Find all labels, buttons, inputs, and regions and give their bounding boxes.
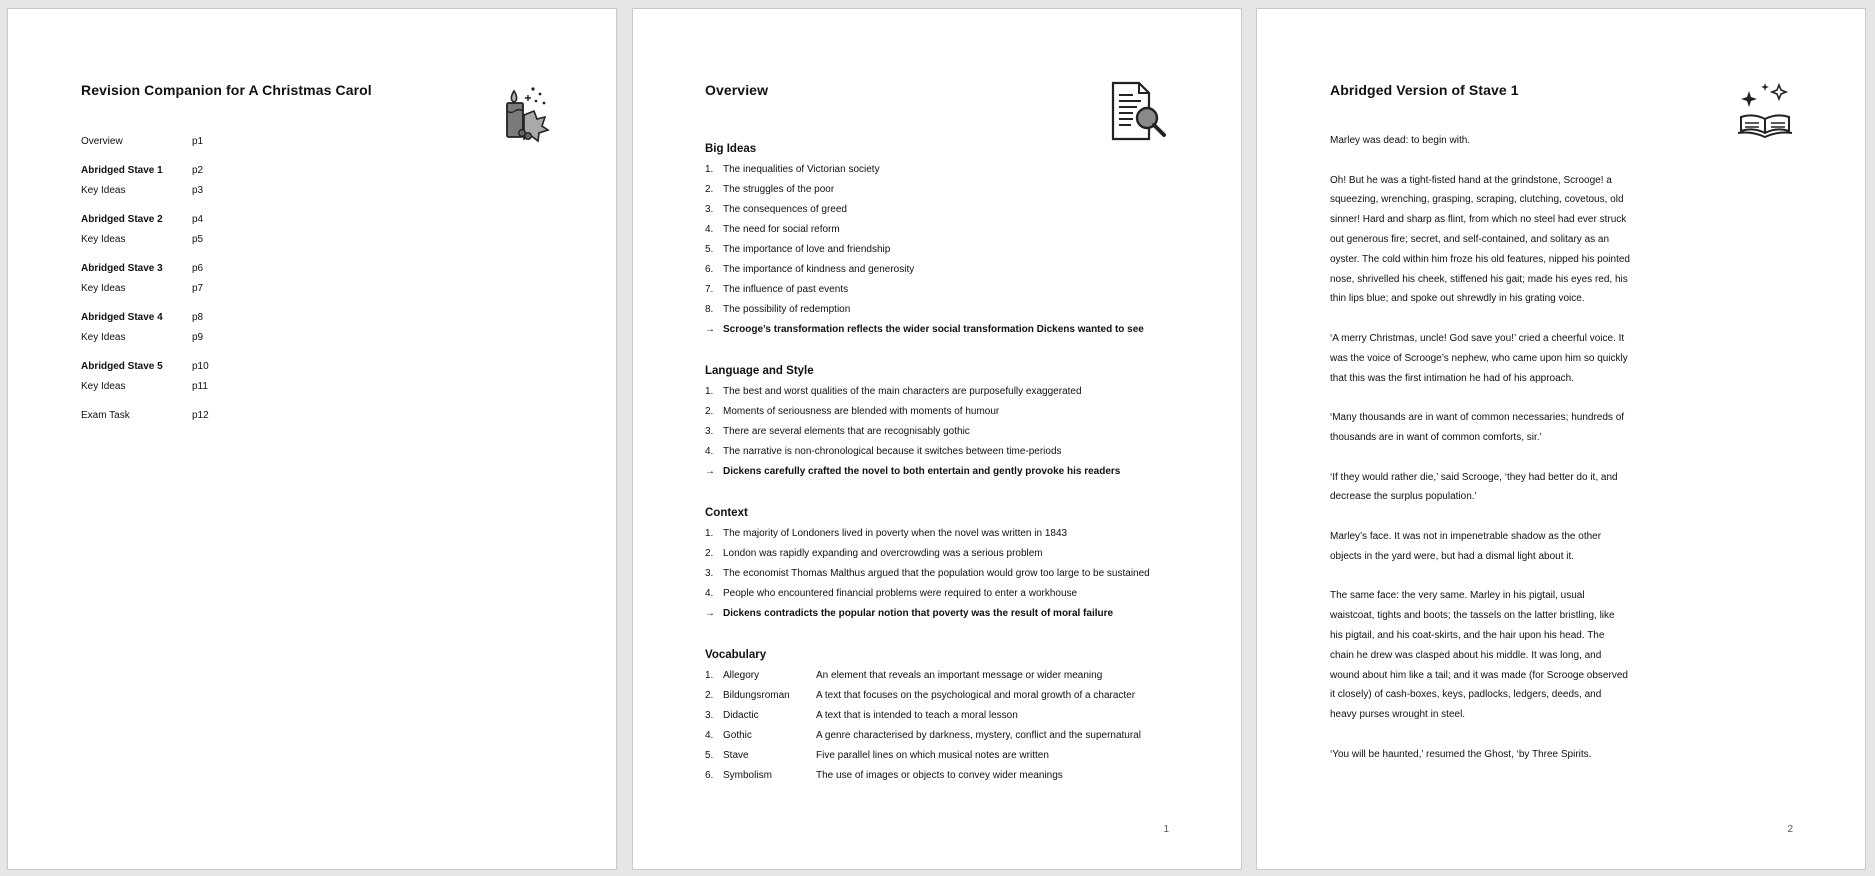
arrow-icon: →	[705, 608, 715, 619]
vocab-term: Didactic	[723, 710, 759, 721]
list-text: The inequalities of Victorian society	[723, 164, 880, 175]
list-item	[705, 544, 1175, 564]
vocab-item	[705, 726, 1175, 746]
toc-entry[interactable]	[81, 405, 381, 425]
stave-text	[1330, 131, 1630, 784]
paragraph: ‘If they would rather die,’ said Scrooge, ‘they had better do it, and decrease the surplus population.’	[1330, 471, 1618, 503]
conclusion-text: Dickens carefully crafted the novel to both entertain and gently provoke his readers	[723, 466, 1121, 477]
list-item	[705, 584, 1175, 604]
list-number: 5.	[705, 244, 714, 255]
page-number: 2	[1787, 824, 1793, 835]
list-number: 1.	[705, 528, 714, 539]
toc-entry-page: p9	[192, 331, 204, 343]
list-number: 2.	[705, 184, 714, 195]
arrow-icon: →	[705, 466, 715, 477]
list-text: The importance of love and friendship	[723, 244, 891, 255]
toc-entry-page: p10	[192, 360, 209, 372]
toc-entry-name: Abridged Stave 4	[81, 311, 163, 323]
vocab-item	[705, 766, 1175, 786]
list-number: 3.	[705, 426, 714, 437]
paragraph: The same face: the very same. Marley in his pigtail, usual waistcoat, tights and boots; the tassels on the latter bristling, like his pigtail, and his coat-skirts, and the hair upon his head. The chain he drew was clasped about his middle. It was long, and wound about him like a tail; and it was made (for Scrooge observed it closely) of cash-boxes, keys, padlocks, ledgers, deeds, and heavy purses wrought in steel.	[1330, 590, 1628, 721]
document-magnifier-icon	[1109, 81, 1169, 143]
list-number: 4.	[705, 224, 714, 235]
list-text: London was rapidly expanding and overcrowding was a serious problem	[723, 548, 1043, 559]
toc-entry[interactable]	[81, 356, 381, 376]
toc-entry-page: p7	[192, 282, 204, 294]
paragraph: Oh! But he was a tight-fisted hand at the grindstone, Scrooge! a squeezing, wrenching, grasping, scraping, clutching, covetous, old sinner! Hard and sharp as flint, from which no steel had ever struck out generous fire; secret, and self-contained, and solitary as an oyster. The cold within him froze his old features, nipped his pointed nose, shrivelled his cheek, stiffened his gait; made his eyes red, his thin lips blue; and spoke out shrewdly in his grating voice.	[1330, 174, 1630, 305]
section-title: Vocabulary	[705, 649, 767, 661]
list-number: 6.	[705, 770, 714, 781]
list-item	[705, 160, 1175, 180]
list-text: The consequences of greed	[723, 204, 847, 215]
vocab-definition: A genre characterised by darkness, mystery, conflict and the supernatural	[816, 730, 1141, 741]
vocab-term: Gothic	[723, 730, 752, 741]
list-number: 1.	[705, 386, 714, 397]
list-number: 2.	[705, 690, 714, 701]
list-text: There are several elements that are recognisably gothic	[723, 426, 970, 437]
section-title: Language and Style	[705, 365, 814, 377]
vocab-item	[705, 666, 1175, 686]
list-item	[705, 200, 1175, 220]
toc-entry[interactable]	[81, 376, 381, 396]
big-ideas-list	[705, 160, 1175, 320]
paragraph: ‘A merry Christmas, uncle! God save you!’ cried a cheerful voice. It was the voice of Scrooge’s nephew, who came upon him so quickly that this was the first intimation he had of his approach.	[1330, 332, 1628, 384]
list-text: The importance of kindness and generosity	[723, 264, 915, 275]
toc-entry-name: Key Ideas	[81, 233, 126, 245]
toc-entry-page: p3	[192, 184, 204, 196]
vocab-definition: An element that reveals an important message or wider meaning	[816, 670, 1103, 681]
list-text: The influence of past events	[723, 284, 849, 295]
language-section	[705, 360, 1175, 482]
vocab-definition: A text that is intended to teach a moral lesson	[816, 710, 1018, 721]
paragraph: Marley was dead: to begin with.	[1330, 135, 1471, 146]
list-item	[705, 422, 1175, 442]
toc-entry-name: Abridged Stave 3	[81, 262, 163, 274]
vocab-definition: Five parallel lines on which musical notes are written	[816, 750, 1049, 761]
list-item	[705, 442, 1175, 462]
list-text: The economist Thomas Malthus argued that the population would grow too large to be sustained	[723, 568, 1150, 579]
vocab-item	[705, 686, 1175, 706]
list-item	[705, 402, 1175, 422]
paragraph: Marley’s face. It was not in impenetrable shadow as the other objects in the yard were, but had a dismal light about it.	[1330, 530, 1602, 562]
toc-entry-name: Abridged Stave 1	[81, 164, 163, 176]
candle-holly-icon	[498, 81, 558, 143]
list-text: The need for social reform	[723, 224, 840, 235]
list-number: 1.	[705, 164, 714, 175]
toc-entry-name: Exam Task	[81, 409, 130, 421]
list-number: 5.	[705, 750, 714, 761]
language-list	[705, 382, 1175, 462]
list-text: Moments of seriousness are blended with moments of humour	[723, 406, 1000, 417]
toc-entry-page: p6	[192, 262, 204, 274]
list-item	[705, 382, 1175, 402]
paragraph: ‘Many thousands are in want of common necessaries; hundreds of thousands are in want of common comforts, sir.’	[1330, 412, 1625, 443]
list-number: 2.	[705, 548, 714, 559]
list-number: 8.	[705, 304, 714, 315]
toc-entry-page: p1	[192, 135, 204, 147]
stave-page	[1256, 8, 1866, 870]
toc-entry-page: p2	[192, 164, 204, 176]
toc-entry-page: p12	[192, 409, 209, 421]
list-number: 4.	[705, 588, 714, 599]
toc-entry-name: Abridged Stave 2	[81, 213, 163, 225]
toc-entry-name: Key Ideas	[81, 380, 126, 392]
list-item	[705, 260, 1175, 280]
list-number: 7.	[705, 284, 714, 295]
list-number: 1.	[705, 670, 714, 681]
vocabulary-section	[705, 644, 1175, 786]
toc-entry[interactable]	[81, 131, 381, 151]
toc-entry-page: p8	[192, 311, 204, 323]
conclusion-text: Dickens contradicts the popular notion that poverty was the result of moral failure	[723, 608, 1114, 619]
vocab-item	[705, 706, 1175, 726]
conclusion-text: Scrooge’s transformation reflects the wider social transformation Dickens wanted to see	[723, 324, 1144, 335]
toc-entry-page: p5	[192, 233, 204, 245]
conclusion	[705, 320, 1175, 340]
context-section	[705, 502, 1175, 624]
toc-entry[interactable]	[81, 278, 381, 298]
vocab-term: Bildungsroman	[723, 690, 790, 701]
toc-entry[interactable]	[81, 307, 381, 327]
toc-entry[interactable]	[81, 229, 381, 249]
vocab-term: Allegory	[723, 670, 760, 681]
toc-entry-name: Key Ideas	[81, 282, 126, 294]
toc-entry-page: p4	[192, 213, 204, 225]
toc-entry-name: Overview	[81, 135, 123, 147]
toc-entry[interactable]	[81, 258, 381, 278]
toc-entry[interactable]	[81, 209, 381, 229]
list-text: The best and worst qualities of the main characters are purposefully exaggerated	[723, 386, 1082, 397]
toc-entry[interactable]	[81, 327, 381, 347]
list-number: 6.	[705, 264, 714, 275]
overview-page	[632, 8, 1242, 870]
list-item	[705, 564, 1175, 584]
paragraph: ‘You will be haunted,’ resumed the Ghost, ‘by Three Spirits.	[1330, 748, 1592, 760]
list-text: The narrative is non-chronological because it switches between time-periods	[723, 446, 1062, 457]
list-text: The possibility of redemption	[723, 304, 851, 315]
vocab-item	[705, 746, 1175, 766]
arrow-icon: →	[705, 324, 715, 335]
vocab-definition: A text that focuses on the psychological and moral growth of a character	[816, 690, 1136, 701]
big-ideas-section	[705, 138, 1175, 340]
list-item	[705, 524, 1175, 544]
toc-entry-page: p11	[192, 380, 208, 392]
toc-entry-name: Key Ideas	[81, 184, 126, 196]
list-item	[705, 180, 1175, 200]
conclusion	[705, 462, 1175, 482]
list-number: 3.	[705, 710, 714, 721]
context-list	[705, 524, 1175, 604]
section-title: Context	[705, 507, 748, 519]
list-number: 3.	[705, 204, 714, 215]
list-item	[705, 280, 1175, 300]
vocabulary-list	[705, 666, 1175, 786]
list-item	[705, 220, 1175, 240]
list-text: People who encountered financial problems were required to enter a workhouse	[723, 588, 1078, 599]
list-text: The majority of Londoners lived in poverty when the novel was written in 1843	[723, 528, 1068, 539]
list-number: 4.	[705, 730, 714, 741]
list-text: The struggles of the poor	[723, 184, 835, 195]
list-item	[705, 240, 1175, 260]
toc-page	[7, 8, 617, 870]
toc-entry[interactable]	[81, 180, 381, 200]
table-of-contents	[81, 131, 381, 425]
conclusion	[705, 604, 1175, 624]
overview-content	[705, 138, 1175, 806]
page-number: 1	[1163, 824, 1169, 835]
page-title: Abridged Version of Stave 1	[1330, 82, 1519, 98]
page-title: Revision Companion for A Christmas Carol	[81, 82, 372, 98]
list-number: 3.	[705, 568, 714, 579]
toc-entry[interactable]	[81, 160, 381, 180]
toc-entry-name: Abridged Stave 5	[81, 360, 163, 372]
list-number: 4.	[705, 446, 714, 457]
list-item	[705, 300, 1175, 320]
toc-entry-name: Key Ideas	[81, 331, 126, 343]
vocab-term: Stave	[723, 750, 749, 761]
vocab-definition: The use of images or objects to convey wider meanings	[816, 770, 1063, 781]
page-title: Overview	[705, 82, 769, 98]
list-number: 2.	[705, 406, 714, 417]
section-title: Big Ideas	[705, 143, 757, 155]
vocab-term: Symbolism	[723, 770, 772, 781]
open-book-sparkles-icon	[1735, 81, 1795, 143]
